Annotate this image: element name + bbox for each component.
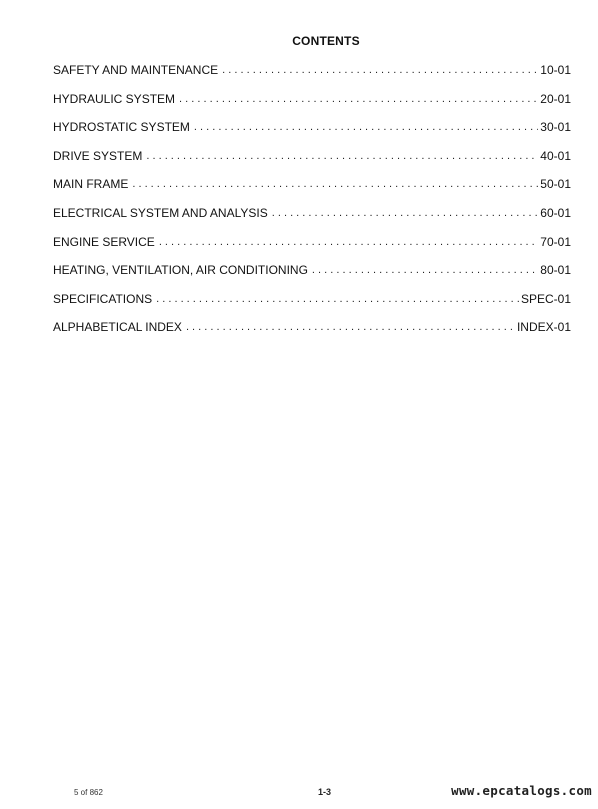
dot-leader: [272, 205, 539, 221]
toc-entry-electrical-system[interactable]: [53, 205, 571, 234]
toc-entry-page: SPEC-01: [520, 291, 571, 306]
toc-entry-page: 50-01: [540, 177, 571, 192]
table-of-contents: [53, 62, 571, 348]
toc-entry-page: 80-01: [540, 263, 571, 278]
dot-leader: [222, 62, 538, 78]
dot-leader: [132, 176, 538, 192]
toc-entry-label: MAIN FRAME: [53, 177, 129, 192]
toc-entry-alphabetical-index[interactable]: [53, 319, 571, 348]
toc-entry-label: HEATING, VENTILATION, AIR CONDITIONING: [53, 263, 308, 278]
toc-entry-page: 40-01: [540, 148, 571, 163]
dot-leader: [186, 319, 515, 335]
page-count: 5 of 862: [74, 788, 103, 797]
toc-entry-page: 20-01: [540, 91, 571, 106]
dot-leader: [159, 234, 538, 250]
dot-leader: [146, 148, 538, 164]
toc-entry-engine-service[interactable]: [53, 234, 571, 263]
toc-entry-label: HYDROSTATIC SYSTEM: [53, 120, 190, 135]
page-title: CONTENTS: [292, 34, 360, 48]
toc-entry-label: ALPHABETICAL INDEX: [53, 320, 182, 335]
toc-entry-label: ENGINE SERVICE: [53, 234, 155, 249]
toc-entry-hydrostatic-system[interactable]: [53, 119, 571, 148]
toc-entry-label: SAFETY AND MAINTENANCE: [53, 63, 219, 77]
dot-leader: [156, 291, 519, 307]
watermark: www.epcatalogs.com: [451, 783, 592, 798]
dot-leader: [194, 119, 538, 135]
toc-entry-main-frame[interactable]: [53, 176, 571, 205]
dot-leader: [179, 91, 538, 107]
toc-entry-page: 30-01: [540, 120, 571, 135]
toc-entry-drive-system[interactable]: [53, 148, 571, 177]
toc-entry-label: SPECIFICATIONS: [53, 291, 153, 306]
toc-entry-page: 60-01: [540, 205, 571, 220]
toc-entry-page: 70-01: [540, 234, 571, 249]
toc-entry-safety-and-maintenance[interactable]: [53, 62, 571, 91]
toc-entry-hvac[interactable]: [53, 262, 571, 291]
toc-entry-label: DRIVE SYSTEM: [53, 148, 143, 163]
toc-entry-page: INDEX-01: [516, 320, 571, 335]
dot-leader: [312, 262, 538, 278]
toc-entry-page: 10-01: [540, 63, 571, 77]
toc-entry-specifications[interactable]: [53, 291, 571, 320]
toc-entry-label: ELECTRICAL SYSTEM AND ANALYSIS: [53, 205, 268, 220]
page-number: 1-3: [318, 787, 332, 797]
toc-entry-hydraulic-system[interactable]: [53, 91, 571, 120]
toc-entry-label: HYDRAULIC SYSTEM: [53, 91, 176, 106]
